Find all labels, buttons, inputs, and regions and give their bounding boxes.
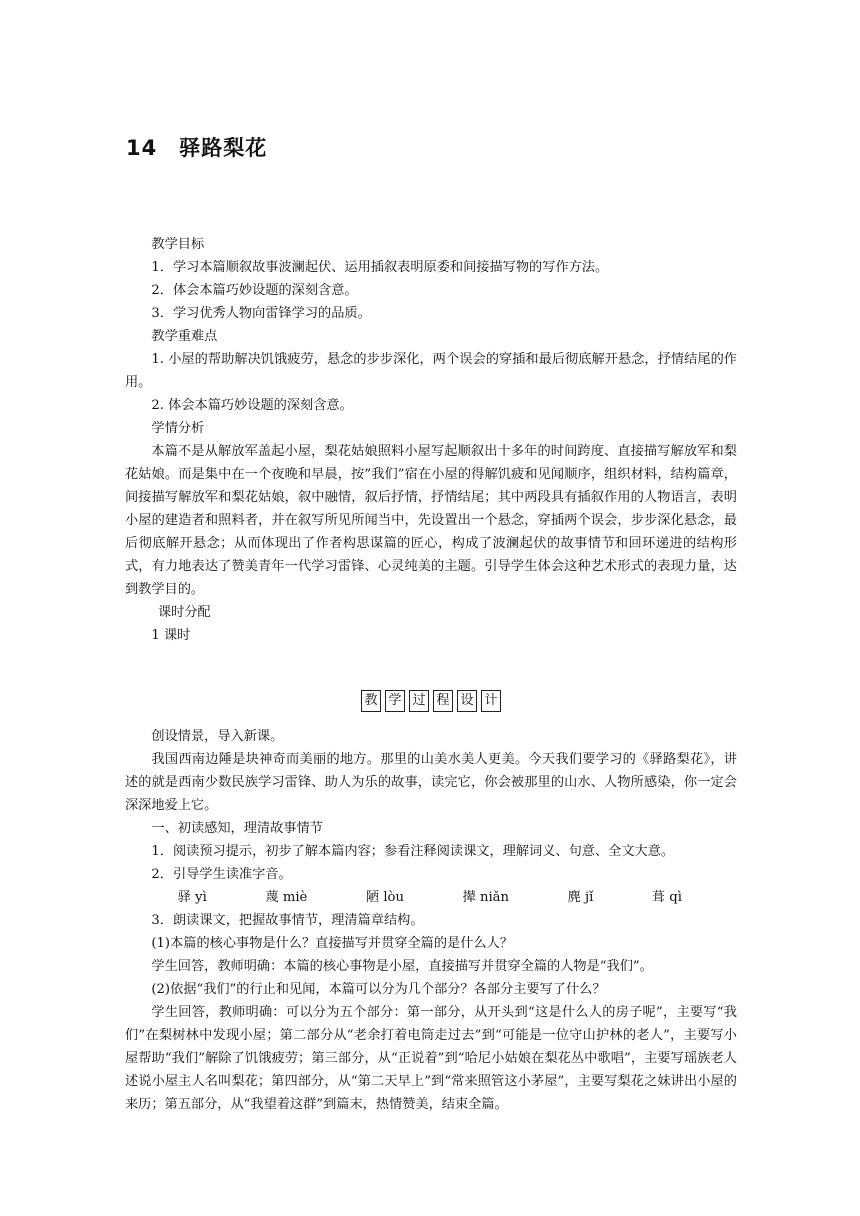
section-heading: 一、初读感知，理清故事情节 (151, 821, 323, 836)
pinyin-row (125, 886, 737, 909)
banner-char: 程 (433, 690, 453, 712)
schedule-value: 1 课时 (151, 628, 191, 643)
analysis-text: 本篇不是从解放军盖起小屋，梨花姑娘照料小屋写起顺叙出十多年的时间跨度、直接描写解放军和梨花姑娘。而是集中在一个夜晚和早晨，按”我们”宿在小屋的得解饥疲和见闻顺序，组织材料，结构篇章，间接描写解放军和梨花姑娘，叙中融情，叙后抒情，抒情结尾；其中两段具有插叙作用的人物语言，表明小屋的建造者和照料者，并在叙写所见所闻当中，先设置出一个悬念，穿插两个误会，步步深化悬念，最后彻底解开悬念；从而体现出了作者构思谋篇的匠心，构成了波澜起伏的故事情节和回环递进的结构形式，有力地表达了赞美青年一代学习雷锋、心灵纯美的主题。引导学生体会这种艺术形式的表现力量，达到教学目的。 (125, 444, 737, 597)
difficulty-item: 1. 小屋的帮助解决饥饿疲劳，悬念的步步深化，两个误会的穿插和最后彻底解开悬念，抒情结尾的作用。 (125, 352, 737, 390)
step-item: 1．阅读预习提示，初步了解本篇内容；参看注释阅读课文，理解词义、句意、全文大意。 (151, 844, 675, 859)
banner-char: 学 (385, 690, 405, 712)
banner-char: 过 (409, 690, 429, 712)
objectives-heading: 教学目标 (151, 237, 205, 252)
difficulties-heading: 教学重难点 (151, 329, 218, 344)
intro-heading: 创设情景，导入新课。 (151, 729, 284, 744)
question-item: (2)依据“我们”的行止和见闻，本篇可以分为几个部分？各部分主要写了什么？ (151, 982, 606, 997)
answer-item: 学生回答，教师明确：本篇的核心事物是小屋，直接描写并贯穿全篇的人物是“我们”。 (151, 959, 653, 974)
pinyin-item: 撵 niǎn (462, 890, 510, 905)
pinyin-item: 陋 lòu (365, 890, 404, 905)
pinyin-item: 驿 yì (177, 890, 207, 905)
lesson-title: 14 驿路梨花 (126, 136, 268, 160)
banner-char: 教 (361, 690, 381, 712)
question-item: (1)本篇的核心事物是什么？直接描写并贯穿全篇的是什么人？ (151, 936, 513, 951)
pinyin-item: 葺 qì (651, 890, 682, 905)
lesson-body (125, 233, 737, 1116)
step-item: 2．引导学生读准字音。 (151, 867, 292, 882)
objective-item: 1．学习本篇顺叙故事波澜起伏、运用插叙表明原委和间接描写物的写作方法。 (151, 260, 609, 275)
answer-item: 学生回答，教师明确：可以分为五个部分：第一部分，从开头到“这是什么人的房子呢”，主要写“我们”在梨树林中发现小屋；第二部分从“老余打着电筒走过去”到“可能是一位守山护林的老人”，主要写小屋帮助“我们”解除了饥饿疲劳；第三部分，从“正说着”到“哈尼小姑娘在梨花丛中歌唱”，主要写瑶族老人述说小屋主人名叫梨花；第四部分，从“第二天早上”到“常来照管这小茅屋”，主要写梨花之妹讲出小屋的来历；第五部分，从“我望着这群”到篇末，热情赞美，结束全篇。 (125, 1005, 737, 1112)
objective-item: 3．学习优秀人物向雷锋学习的品质。 (151, 306, 371, 321)
step-item: 3．朗读课文，把握故事情节，理清篇章结构。 (151, 913, 424, 928)
analysis-heading: 学情分析 (151, 421, 205, 436)
banner-char: 设 (457, 690, 477, 712)
schedule-heading: 课时分配 (158, 605, 211, 620)
pinyin-item: 麂 jǐ (567, 890, 594, 905)
pinyin-item: 蔑 miè (265, 890, 308, 905)
difficulty-item: 2. 体会本篇巧妙设题的深刻含意。 (151, 398, 353, 413)
banner-char: 计 (481, 690, 501, 712)
process-banner (125, 690, 737, 712)
objective-item: 2．体会本篇巧妙设题的深刻含意。 (151, 283, 358, 298)
intro-text: 我国西南边陲是块神奇而美丽的地方。那里的山美水美人更美。今天我们要学习的《驿路梨花》，讲述的就是西南少数民族学习雷锋、助人为乐的故事，读完它，你会被那里的山水、人物所感染，你一定会深深地爱上它。 (125, 752, 737, 813)
